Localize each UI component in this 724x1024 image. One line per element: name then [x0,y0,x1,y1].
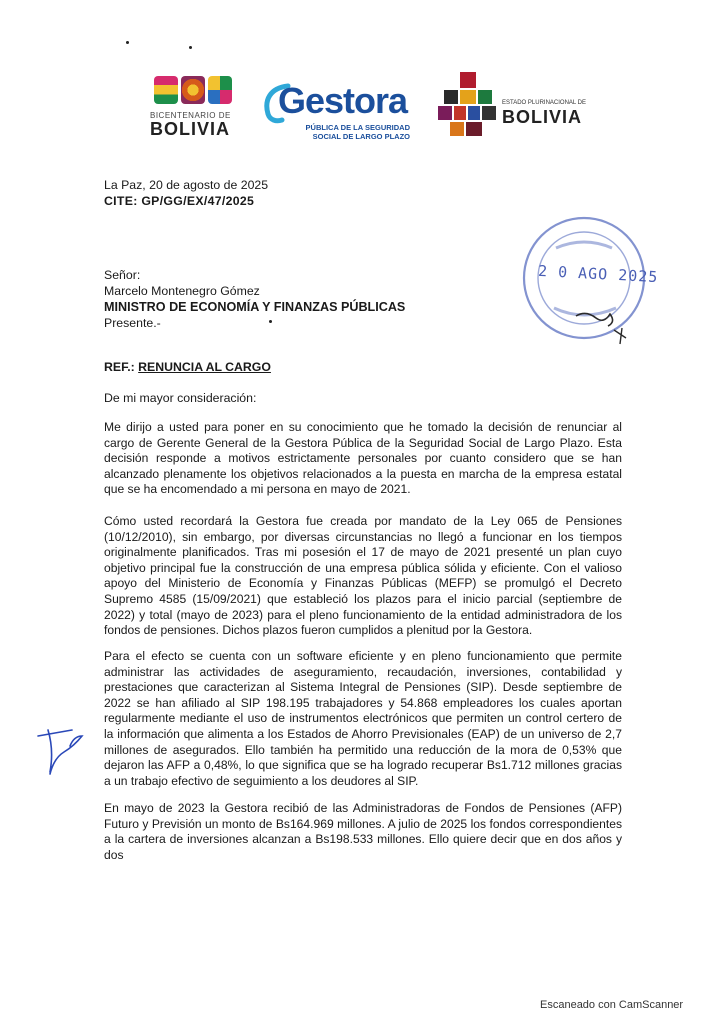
scan-speck [126,41,129,44]
recipient-role: MINISTRO DE ECONOMÍA Y FINANZAS PÚBLICAS [104,300,406,314]
paragraph-4-text: En mayo de 2023 la Gestora recibió de las Administradoras de Fondos de Pensiones (AFP) Futuro y Previsión un monto de Bs164.969 millones. A julio de 2025 los fondos correspondientes a la cartera de inversiones alcanzan a Bs198.533 millones. Ello quiere decir que en dos años y dos [104,801,622,862]
paragraph-3 [104,649,622,789]
stamp-date: 2 0 AGO 2025 [537,261,659,287]
bicentenario-caption: BICENTENARIO DE [150,111,231,120]
gestora-logo [262,76,414,142]
scanner-footer: Escaneado con CamScanner [540,999,684,1011]
gestora-subtitle-1: PÚBLICA DE LA SEGURIDAD [305,123,410,132]
paragraph-2-text: Cómo usted recordará la Gestora fue creada por mandato de la Ley 065 de Pensiones (10/12/2010), sin embargo, por diversas circunstancias no llegó a funcionar en los tiempos originalmente planificados. Tras mi posesión el 17 de mayo de 2021 presenté un plan cuyo objetivo principal fue la construcción de una empresa pública sólida y eficiente. Con el valioso apoyo del Ministerio de Economía y Finanzas Públicas (MEFP) se promulgó el Decreto Supremo 4585 (15/09/2021) que estableció los plazos para el inicio parcial (septiembre de 2022) y total (mayo de 2023) para el pleno funcionamiento de la entidad administradora de los fondos de pensiones. Dichos plazos fueron cumplidos a plenitud por la Gestora. [104,514,622,638]
bicentenario-emblem-icon [154,76,245,108]
paragraph-1 [104,420,622,498]
reference-line [104,359,271,375]
estado-mosaic-icon [438,72,498,138]
estado-word: BOLIVIA [502,107,583,127]
salutation-title: Señor: [104,268,141,282]
margin-signature-icon [28,716,90,782]
reference-label: REF.: [104,360,135,374]
bicentenario-word: BOLIVIA [150,119,231,139]
gestora-subtitle-2: SOCIAL DE LARGO PLAZO [312,132,410,141]
reference-subject: RENUNCIA AL CARGO [138,360,271,374]
paragraph-1-text: Me dirijo a usted para poner en su conocimiento que he tomado la decisión de renunciar al cargo de Gerente General de la Gestora Pública de la Seguridad Social de Largo Plazo. Esta decisión responde a motivos estrictamente personales por cuanto considero que se han alcanzado plenamente los objetivos relacionados a la puesta en marcha de la empresa estatal que se ha encomendado a mi persona en mayo de 2021. [104,420,622,497]
paragraph-2 [104,514,622,639]
recipient-name: Marcelo Montenegro Gómez [104,284,260,298]
estado-caption: ESTADO PLURINACIONAL DE [502,100,587,106]
paragraph-3-text: Para el efecto se cuenta con un software eficiente y en pleno funcionamiento que permite administrar las actividades de aseguramiento, recaudación, inversiones, contabilidad y prestaciones que caracterizan al Sistema Integral de Pensiones (SIP). Desde septiembre de 2022 se han afiliado al SIP 198.195 trabajadores y 54.868 empleadores los cuales aportan regularmente mediante el uso de instrumentos electrónicos que permiten un control certero de la información que alimenta a los Estados de Ahorro Previsionales (EAP) de un universo de 2,7 millones de asegurados. Ello también ha permitido una reducción de la mora de 0,53% que dejaron las AFP a 0,48%, lo que significa que se ha logrado recuperar Bs1.712 millones gracias a un trabajo efectivo de seguimiento a los deudores al SIP. [104,649,622,788]
paragraph-4 [104,801,622,863]
scan-speck [269,320,272,323]
gestora-name: Gestora [278,80,408,121]
cite-reference: CITE: GP/GG/EX/47/2025 [104,194,255,208]
greeting: De mi mayor consideración: [104,391,257,405]
bicentenario-logo [150,76,245,140]
estado-plurinacional-logo [438,72,588,144]
scan-speck [189,46,192,49]
place-date: La Paz, 20 de agosto de 2025 [104,178,269,192]
presente: Presente.- [104,316,161,330]
